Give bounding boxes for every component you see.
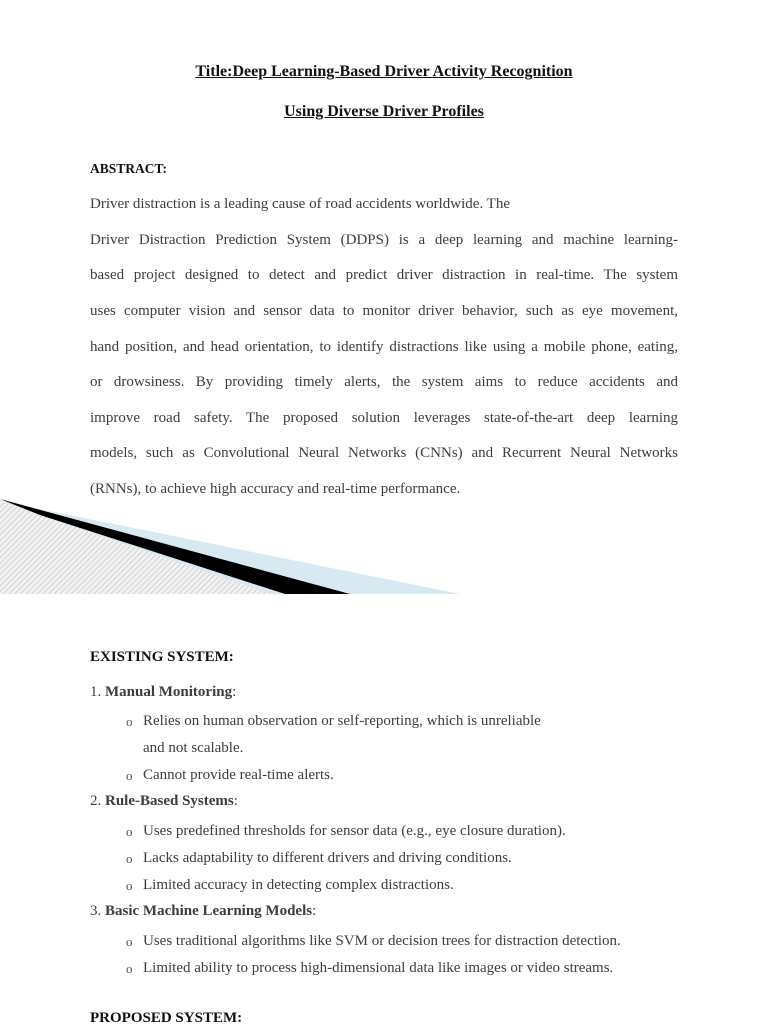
abstract-line: based project designed to detect and predict driver distraction in real-time. The system bbox=[90, 267, 678, 283]
bullet-icon: o bbox=[126, 934, 133, 949]
abstract-line: uses computer vision and sensor data to monitor driver behavior, such as eye movement, bbox=[90, 303, 678, 319]
abstract-line: Driver distraction is a leading cause of road accidents worldwide. The bbox=[90, 196, 510, 212]
bullet-text: and not scalable. bbox=[143, 740, 244, 756]
bullet-text: Cannot provide real-time alerts. bbox=[143, 767, 334, 783]
bullet-icon: o bbox=[126, 961, 133, 976]
bullet-text: Lacks adaptability to different drivers and driving conditions. bbox=[143, 850, 512, 866]
proposed-system-heading: PROPOSED SYSTEM: bbox=[90, 1010, 243, 1026]
bullet-text: Limited ability to process high-dimensional data like images or video streams. bbox=[143, 960, 614, 976]
abstract-line: or drowsiness. By providing timely alerts, the system aims to reduce accidents and bbox=[90, 374, 678, 390]
page-title-line-2: Using Diverse Driver Profiles bbox=[284, 103, 484, 120]
item-name: Rule-Based Systems bbox=[105, 793, 234, 809]
abstract-line: Driver Distraction Prediction System (DDPS) is a deep learning and machine learning- bbox=[90, 232, 678, 248]
existing-item-2 bbox=[90, 793, 238, 810]
existing-item-3 bbox=[90, 903, 316, 920]
item-suffix: : bbox=[233, 793, 238, 809]
bullet-icon: o bbox=[126, 878, 133, 893]
bullet-text: Relies on human observation or self-reporting, which is unreliable bbox=[143, 713, 541, 729]
bullet-icon: o bbox=[126, 714, 133, 729]
bullet-text: Limited accuracy in detecting complex distractions. bbox=[143, 877, 454, 893]
abstract-line: models, such as Convolutional Neural Networks (CNNs) and Recurrent Neural Networks bbox=[90, 445, 678, 461]
item-suffix: : bbox=[312, 903, 317, 919]
abstract-line: (RNNs), to achieve high accuracy and real-time performance. bbox=[90, 481, 461, 497]
decorative-divider-graphic bbox=[0, 495, 768, 595]
bullet-text: Uses predefined thresholds for sensor data (e.g., eye closure duration). bbox=[143, 823, 566, 839]
item-name: Basic Machine Learning Models bbox=[105, 903, 313, 919]
page-title-line-1: Title:Deep Learning-Based Driver Activity Recognition bbox=[195, 63, 573, 80]
bullet-text: Uses traditional algorithms like SVM or decision trees for distraction detection. bbox=[143, 933, 621, 949]
item-number: 1. bbox=[90, 684, 102, 700]
item-suffix: : bbox=[232, 684, 237, 700]
bullet-icon: o bbox=[126, 768, 133, 783]
abstract-line: improve road safety. The proposed solution leverages state-of-the-art deep learning bbox=[90, 410, 678, 426]
abstract-line: hand position, and head orientation, to identify distractions like using a mobile phone, eating, bbox=[90, 339, 678, 355]
item-number: 3. bbox=[90, 903, 102, 919]
bullet-icon: o bbox=[126, 851, 133, 866]
existing-system-heading: EXISTING SYSTEM: bbox=[90, 649, 234, 665]
item-number: 2. bbox=[90, 793, 102, 809]
abstract-heading: ABSTRACT: bbox=[90, 161, 168, 176]
bullet-icon: o bbox=[126, 824, 133, 839]
item-name: Manual Monitoring bbox=[105, 684, 233, 700]
existing-item-1 bbox=[90, 684, 236, 701]
